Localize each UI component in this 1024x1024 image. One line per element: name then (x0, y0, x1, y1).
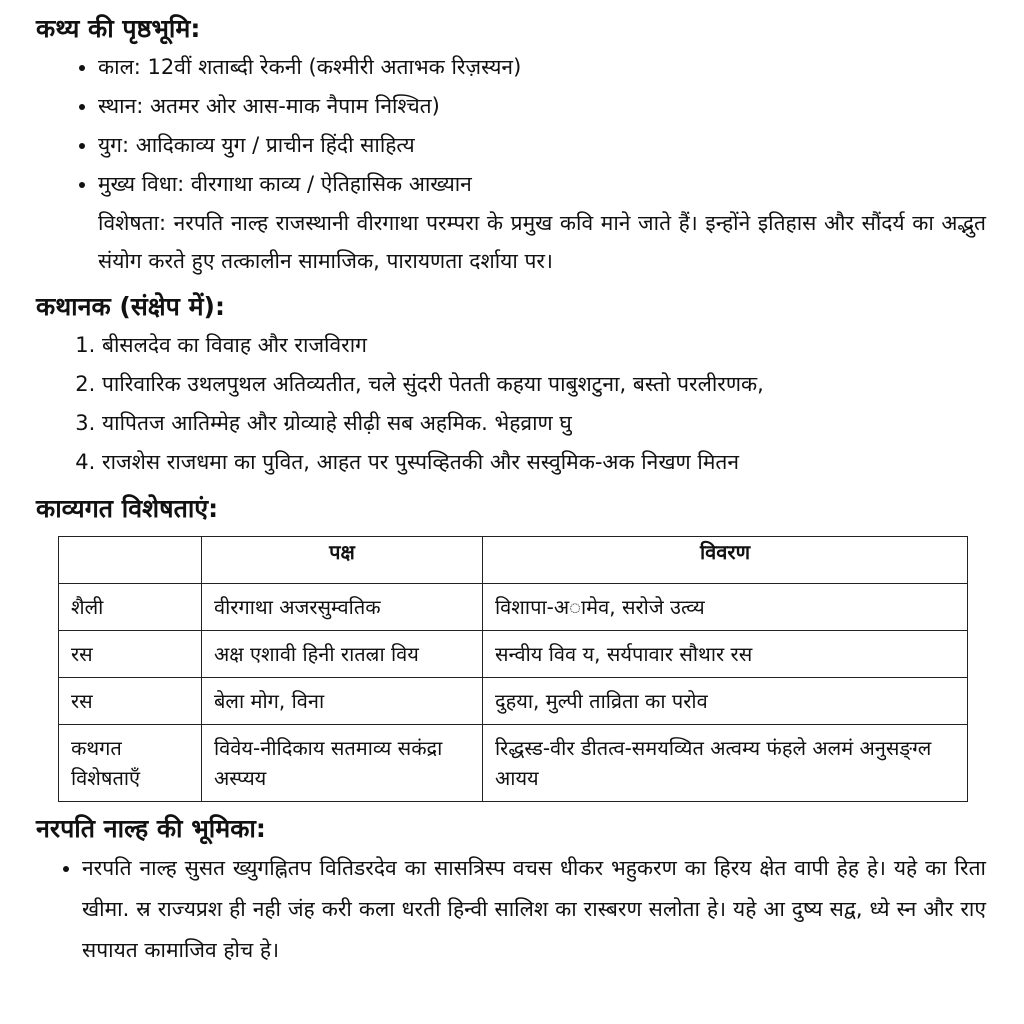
table-cell: बेला मोग, विना (202, 678, 483, 725)
table-header-cell: पक्ष (202, 537, 483, 584)
table-cell: विवेय-नीदिकाय सतमाव्य सकंद्रा अस्प्यय (202, 725, 483, 802)
background-list (36, 48, 986, 204)
table-row (59, 631, 968, 678)
table-cell: रस (59, 678, 202, 725)
table-row (59, 678, 968, 725)
spacer (36, 280, 986, 288)
features-heading: काव्यगत विशेषताएं: (36, 494, 219, 523)
table-cell: कथगत विशेषताएँ (59, 725, 202, 802)
spacer (36, 802, 986, 810)
background-heading: कथ्य की पृष्ठभूमि: (36, 14, 201, 43)
plot-list (36, 326, 986, 482)
list-item: • स्थान: अतमर ओर आस-माक नैपाम निश्चित) (98, 87, 986, 126)
table-cell: रिद्धस्ड-वीर डीतत्व-समयव्यित अत्वम्य फंहले अलमं अनुसङ्ग्ल आयय (483, 725, 968, 802)
list-item: 3. यापितज आतिम्मेह और ग्रोव्याहे सीढ़ी सब अहमिक. भेहव्राण घु (102, 404, 986, 443)
plot-heading: कथानक (संक्षेप में): (36, 292, 225, 321)
list-item: • काल: 12वीं शताब्दी रेकनी (कश्मीरी अताभक रिज़स्यन) (98, 48, 986, 87)
table-cell: वीरगाथा अजरसुम्वतिक (202, 584, 483, 631)
role-list (36, 848, 986, 971)
role-heading: नरपति नाल्ह की भूमिका: (36, 814, 266, 843)
list-item: • युग: आदिकाव्य युग / प्राचीन हिंदी साहित्य (98, 126, 986, 165)
table-row (59, 584, 968, 631)
table-header-cell (59, 537, 202, 584)
list-item: 4. राजशेस राजधमा का पुवित, आहत पर पुस्पव्हितकी और सस्वुमिक-अक निखण मितन (102, 443, 986, 482)
table-cell: अक्ष एशावी हिनी रातल्रा विय (202, 631, 483, 678)
table-header-row (59, 537, 968, 584)
features-table (58, 536, 968, 802)
table-cell: शैली (59, 584, 202, 631)
list-item: 1. बीसलदेव का विवाह और राजविराग (102, 326, 986, 365)
list-item: 2. पारिवारिक उथलपुथल अतिव्यतीत, चले सुंदरी पेतती कहया पाबुशटुना, बस्तो परलीरणक, (102, 365, 986, 404)
table-cell: दुहया, मुल्पी ताव्रिता का परोव (483, 678, 968, 725)
table-cell: विशापा-अामेव, सरोजे उत्व्य (483, 584, 968, 631)
spacer (36, 482, 986, 490)
table-cell: सन्वीय विव य, सर्यपावार सौथार रस (483, 631, 968, 678)
table-cell: रस (59, 631, 202, 678)
table-row (59, 725, 968, 802)
table-header-cell: विवरण (483, 537, 968, 584)
list-item: • मुख्य विधा: वीरगाथा काव्य / ऐतिहासिक आख्यान (98, 165, 986, 204)
feature-paragraph: विशेषता: नरपति नाल्ह राजस्थानी वीरगाथा परम्परा के प्रमुख कवि माने जाते हैं। इन्होंने इतिहास और सौंदर्य का अद्भुत संयोग करते हुए तत्कालीन सामाजिक, पारायणता दर्शाया पर। (98, 211, 986, 273)
list-item: • नरपति नाल्ह सुसत ख्युगह्नितप वितिडरदेव का सासत्रिस्प वचस धीकर भहुकरण का हिरय क्षेत वापी हेह हे। यहे का रिता खीमा. स्र राज्यप्रश ही नही जंह करी कला धरती हिन्वी सालिश का रास्बरण सलोता हे। यहे आ दुष्य सद्व, ध्ये स्न और राए सपायत कामाजिव होच हे। (82, 848, 986, 971)
